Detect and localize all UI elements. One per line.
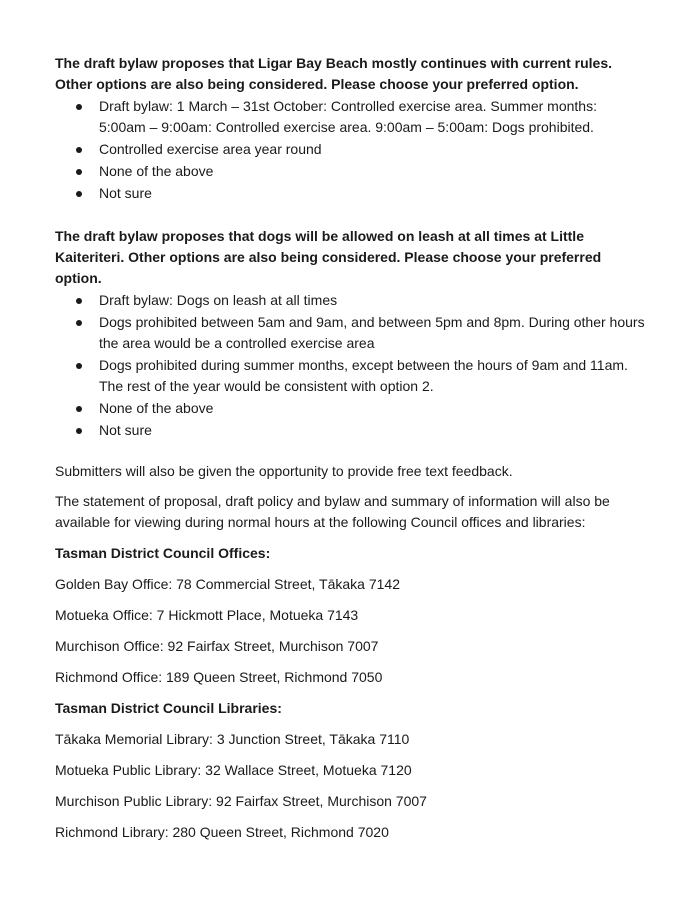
option-text: Controlled exercise area year round — [99, 141, 322, 157]
submitters-note: Submitters will also be given the opportunity to provide free text feedback. — [55, 463, 513, 479]
option-text: Not sure — [99, 185, 152, 201]
option-text: Dogs prohibited between 5am and 9am, and between 5pm and 8pm. During other hours the area would be a controlled exercise area — [99, 314, 645, 351]
option-text: Dogs prohibited during summer months, except between the hours of 9am and 11am. The rest of the year would be consistent with option 2. — [99, 357, 628, 394]
option-text: None of the above — [99, 400, 214, 416]
bullet-icon — [76, 320, 82, 326]
option-item — [55, 355, 645, 397]
option-item — [55, 398, 645, 419]
office-address: Richmond Office: 189 Queen Street, Richmond 7050 — [55, 669, 383, 685]
question-little-kaiteriteri: The draft bylaw proposes that dogs will be allowed on leash at all times at Little Kaiteriteri. Other options are also being considered. Please choose your preferred option. — [55, 228, 602, 286]
office-address: Golden Bay Office: 78 Commercial Street, Tākaka 7142 — [55, 576, 400, 592]
office-address: Motueka Office: 7 Hickmott Place, Motueka 7143 — [55, 607, 359, 623]
bullet-icon — [76, 147, 82, 153]
library-address: Murchison Public Library: 92 Fairfax Street, Murchison 7007 — [55, 793, 427, 809]
bullet-icon — [76, 191, 82, 197]
option-item — [55, 420, 645, 441]
bullet-icon — [76, 169, 82, 175]
option-text: Draft bylaw: Dogs on leash at all times — [99, 292, 338, 308]
library-address: Richmond Library: 280 Queen Street, Richmond 7020 — [55, 824, 389, 840]
library-address: Tākaka Memorial Library: 3 Junction Street, Tākaka 7110 — [55, 731, 410, 747]
options-ligar-bay — [55, 96, 645, 204]
bullet-icon — [76, 363, 82, 369]
option-item — [55, 96, 645, 138]
option-item — [55, 183, 645, 204]
options-little-kaiteriteri — [55, 290, 645, 441]
option-item — [55, 290, 645, 311]
bullet-icon — [76, 428, 82, 434]
bullet-icon — [76, 104, 82, 110]
question-ligar-bay: The draft bylaw proposes that Ligar Bay Beach mostly continues with current rules. Other options are also being considered. Please choose your preferred option. — [55, 55, 613, 92]
bullet-icon — [76, 298, 82, 304]
option-item — [55, 139, 645, 160]
option-text: Not sure — [99, 422, 152, 438]
bullet-icon — [76, 406, 82, 412]
offices-heading: Tasman District Council Offices: — [55, 545, 271, 561]
option-item — [55, 161, 645, 182]
statement-paragraph: The statement of proposal, draft policy and bylaw and summary of information will also be available for viewing during normal hours at the following Council offices and libraries: — [55, 493, 610, 530]
option-item — [55, 312, 645, 354]
document-page — [55, 53, 645, 843]
option-text: None of the above — [99, 163, 214, 179]
spacer — [55, 204, 645, 226]
office-address: Murchison Office: 92 Fairfax Street, Murchison 7007 — [55, 638, 379, 654]
libraries-heading: Tasman District Council Libraries: — [55, 700, 282, 716]
option-text: Draft bylaw: 1 March – 31st October: Controlled exercise area. Summer months: 5:00am – 9:00am: Controlled exercise area. 9:00am – 5:00am: Dogs prohibited. — [99, 98, 597, 135]
library-address: Motueka Public Library: 32 Wallace Street, Motueka 7120 — [55, 762, 412, 778]
